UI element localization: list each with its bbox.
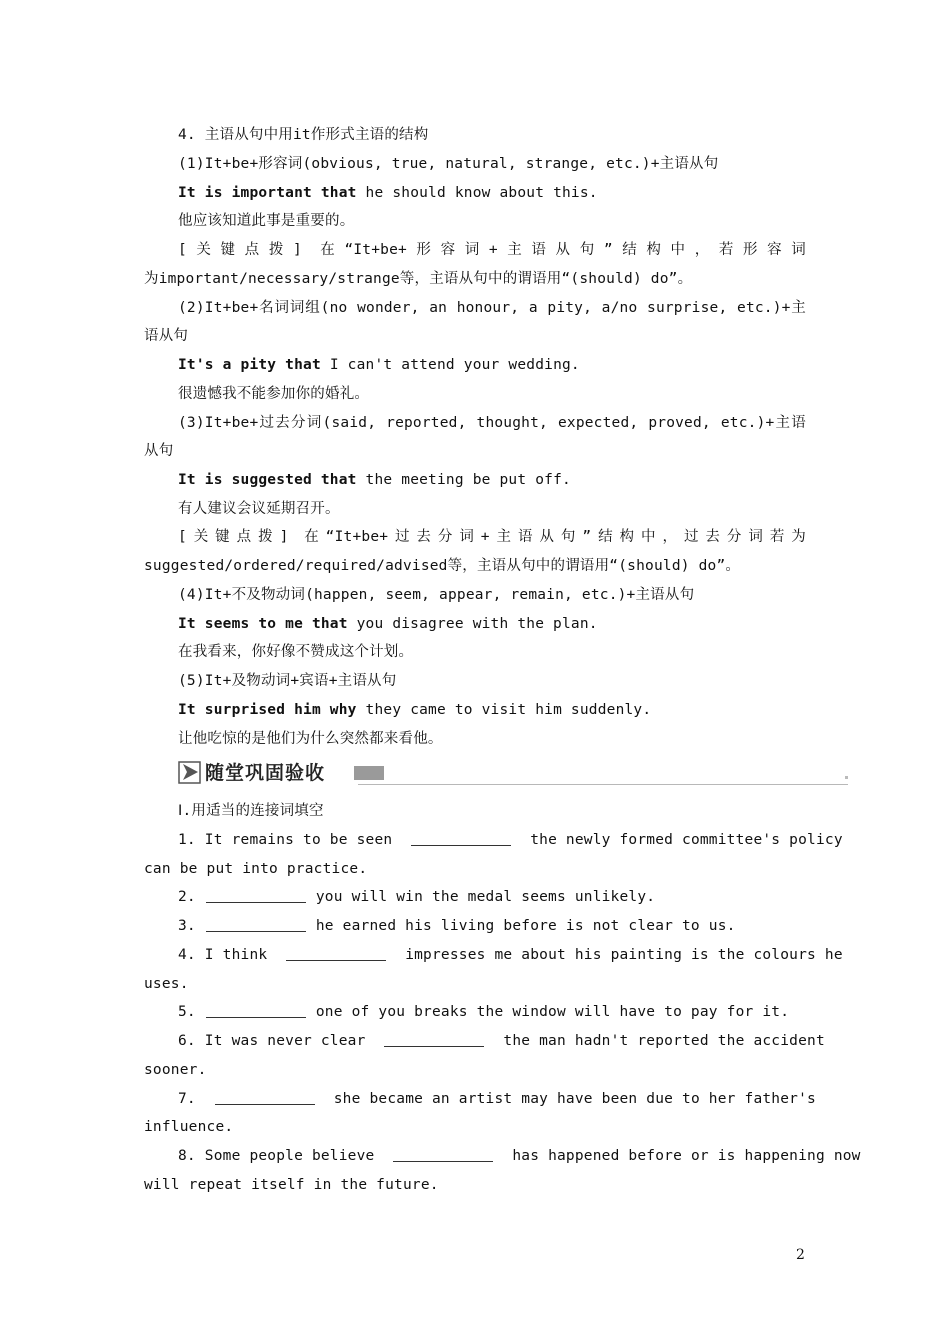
question-3 [178, 912, 806, 941]
answer-blank[interactable] [393, 1147, 493, 1162]
structure-3-heading: (3)It+be+过去分词(said, reported, thought, expected, proved, etc.)+主语 [178, 415, 806, 431]
question-text: impresses me about his painting is the colours he [405, 947, 843, 963]
question-text: the man hadn't reported the accident [503, 1033, 825, 1049]
question-8-cont: will repeat itself in the future. [144, 1177, 439, 1193]
structure-4-heading: (4)It+不及物动词(happen, seem, appear, remain, etc.)+主语从句 [178, 587, 695, 603]
question-text: he earned his living before is not clear to us. [315, 918, 736, 934]
question-text: has happened before or is happening now [512, 1148, 861, 1164]
structure-5-example [178, 696, 806, 725]
structure-2-example [178, 351, 806, 380]
tip-note-1-line-2: 为important/necessary/strange等，主语从句中的谓语用“(should) do”。 [144, 271, 693, 287]
exercise-title: Ⅰ.用适当的连接词填空 [178, 803, 324, 819]
structure-5-heading: (5)It+及物动词+宾语+主语从句 [178, 673, 397, 689]
question-5 [178, 998, 806, 1027]
question-8 [178, 1142, 861, 1171]
structure-3-example [178, 466, 806, 495]
structure-2-heading-cont: 语从句 [144, 328, 189, 344]
banner-dot [845, 776, 848, 779]
structure-5-translation: 让他吃惊的是他们为什么突然都来看他。 [178, 731, 443, 747]
question-4-cont: uses. [144, 976, 189, 992]
section-title: 4. 主语从句中用it作形式主语的结构 [178, 127, 429, 143]
question-6 [178, 1027, 825, 1056]
structure-1-example [178, 179, 806, 208]
tip-note-2-line-2: suggested/ordered/required/advised等，主语从句中的谓语用“(should) do”。 [144, 558, 741, 574]
structure-4-example [178, 610, 806, 639]
question-text: 2. [178, 889, 196, 905]
answer-blank[interactable] [206, 1003, 306, 1018]
example-text: you disagree with the plan. [347, 616, 598, 632]
question-text: 4. I think [178, 947, 268, 963]
section-banner [178, 761, 848, 785]
question-text: 1. It remains to be seen [178, 832, 393, 848]
tip-note-2-line-1: [关键点拨] 在“It+be+过去分词+主语从句”结构中，过去分词若为 [178, 529, 806, 545]
example-text: I can't attend your wedding. [320, 357, 580, 373]
example-text: they came to visit him suddenly. [356, 702, 652, 718]
answer-blank[interactable] [411, 831, 511, 846]
structure-1-heading: (1)It+be+形容词(obvious, true, natural, strange, etc.)+主语从句 [178, 156, 719, 172]
question-text: 7. [178, 1091, 196, 1107]
question-text: 3. [178, 918, 196, 934]
question-1-cont: can be put into practice. [144, 861, 368, 877]
answer-blank[interactable] [206, 917, 306, 932]
example-text: he should know about this. [356, 185, 598, 201]
structure-2-translation: 很遗憾我不能参加你的婚礼。 [178, 386, 370, 402]
banner-title: 随堂巩固验收 [205, 762, 326, 784]
example-keyword: It is suggested that [178, 472, 357, 488]
banner-bar [354, 766, 384, 780]
page-number: 2 [796, 1247, 805, 1263]
answer-blank[interactable] [286, 946, 386, 961]
arrow-box-icon [178, 761, 202, 785]
tip-note-1-line-1: [关键点拨] 在“It+be+形容词+主语从句”结构中，若形容词 [178, 242, 806, 258]
question-7 [178, 1085, 816, 1114]
structure-3-heading-cont: 从句 [144, 443, 174, 459]
question-1 [178, 826, 843, 855]
answer-blank[interactable] [215, 1090, 315, 1105]
answer-blank[interactable] [384, 1032, 484, 1047]
question-4 [178, 941, 843, 970]
question-6-cont: sooner. [144, 1062, 207, 1078]
example-text: the meeting be put off. [356, 472, 571, 488]
answer-blank[interactable] [206, 888, 306, 903]
example-keyword: It is important that [178, 185, 357, 201]
structure-3-translation: 有人建议会议延期召开。 [178, 501, 340, 517]
question-text: 8. Some people believe [178, 1148, 375, 1164]
question-7-cont: influence. [144, 1119, 234, 1135]
structure-1-translation: 他应该知道此事是重要的。 [178, 213, 355, 229]
question-text: one of you breaks the window will have to pay for it. [315, 1004, 790, 1020]
question-2 [178, 883, 806, 912]
structure-2-heading: (2)It+be+名词词组(no wonder, an honour, a pity, a/no surprise, etc.)+主 [178, 300, 806, 316]
question-text: she became an artist may have been due to her father's [333, 1091, 816, 1107]
example-keyword: It seems to me that [178, 616, 348, 632]
example-keyword: It surprised him why [178, 702, 357, 718]
question-text: the newly formed committee's policy [530, 832, 843, 848]
example-keyword: It's a pity that [178, 357, 321, 373]
question-text: 6. It was never clear [178, 1033, 366, 1049]
question-text: you will win the medal seems unlikely. [315, 889, 656, 905]
structure-4-translation: 在我看来，你好像不赞成这个计划。 [178, 644, 414, 660]
banner-rule [358, 784, 848, 785]
question-text: 5. [178, 1004, 196, 1020]
